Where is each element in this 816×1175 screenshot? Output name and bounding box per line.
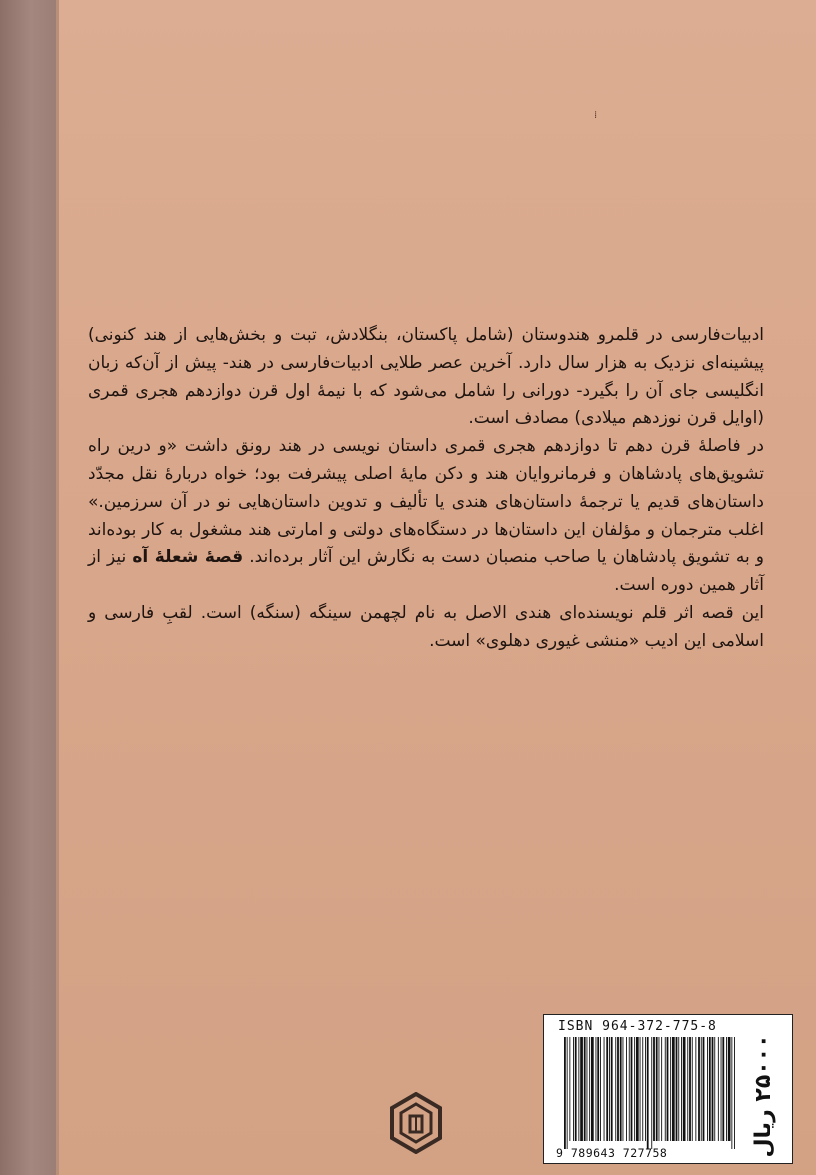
barcode-bar xyxy=(698,1037,700,1141)
barcode-bar xyxy=(701,1037,702,1141)
barcode-bar xyxy=(620,1037,622,1141)
barcode-bar xyxy=(678,1037,679,1141)
barcode-bar xyxy=(651,1037,652,1149)
barcode-bar xyxy=(626,1037,627,1141)
book-title-mention: قصهٔ شعلهٔ آه xyxy=(132,547,244,568)
spine-edge xyxy=(56,0,59,1175)
barcode-bar xyxy=(665,1037,666,1141)
ean-digits: 9 789643 727758 xyxy=(556,1146,668,1160)
blurb-paragraph-2-body: در فاصلهٔ قرن دهم تا دوازدهم هجری قمری داستان نویسی در هند رونق داشت «و درین راه تشویق‌های پادشاهان و فرمانروایان هند و دکن مایهٔ اصلی پیشرفت بود؛ خواه دربارهٔ نقل مجدّد داستان‌های قدیم یا ترجمهٔ داستان‌های هندی یا تألیف و تدوین داستان‌هایی نو در آن سرزمین.» اغلب مترجمان و مؤلفان این داستان‌ها در دستگاه‌های دولتی و امارتی هند مشغول به کار بوده‌اند و به تشویق پادشاهان یا صاحب منصبان دست به نگارش این آثار برده‌اند. xyxy=(88,436,764,568)
barcode-bar xyxy=(611,1037,613,1141)
barcode-bar xyxy=(575,1037,577,1141)
barcode-bar xyxy=(656,1037,658,1141)
barcode-bar xyxy=(672,1037,675,1141)
barcode-bar xyxy=(589,1037,590,1141)
barcode-bar xyxy=(689,1037,691,1141)
blurb-paragraph-3: این قصه اثر قلم نویسنده‌ای هندی الاصل به نام لچهمن سینگه (سنگه) است. لقبِ فارسی و اسلامی این ادیب «منشی غیوری دهلوی» است. xyxy=(88,602,764,651)
spine-strip xyxy=(0,0,56,1175)
barcode-bar xyxy=(712,1037,714,1141)
barcode-bar xyxy=(659,1037,660,1141)
barcode-bar xyxy=(634,1037,635,1141)
barcode-bar xyxy=(728,1037,731,1141)
barcode-bar xyxy=(721,1037,722,1141)
barcode-bar xyxy=(707,1037,708,1141)
barcode-bar xyxy=(587,1037,588,1141)
barcode-bar xyxy=(580,1037,583,1141)
barcode-bar xyxy=(661,1037,662,1141)
barcode-bar xyxy=(647,1037,649,1149)
blurb-text xyxy=(88,322,764,656)
barcode-bar xyxy=(596,1037,597,1141)
barcode-bar xyxy=(667,1037,669,1141)
blurb-paragraph-1: ادبیات‌فارسی در قلمرو هندوستان (شامل پاکستان، بنگلادش، تبت و بخش‌هایی از هند کنونی) پیشینه‌ای نزدیک به هزار سال دارد. آخرین عصر طلایی ادبیات‌فارسی در هند- پیش از آن‌که زبان انگلیسی جای آن را بگیرد- دورانی را شامل می‌شود که با نیمهٔ اول قرن دوازدهم هجری قمری (اوایل قرن نوزدهم میلادی) مصادف است. xyxy=(88,325,764,429)
barcode-bar xyxy=(564,1037,566,1149)
barcode-bar xyxy=(653,1037,655,1141)
barcode-bar xyxy=(636,1037,639,1141)
barcode-bar xyxy=(591,1037,594,1141)
barcode-bar xyxy=(687,1037,688,1141)
price-panel xyxy=(740,1033,788,1159)
barcode-bar xyxy=(623,1037,624,1141)
barcode-bar xyxy=(722,1037,724,1141)
barcode-bar xyxy=(569,1037,570,1141)
publisher-logo-icon xyxy=(388,1092,444,1154)
barcode-bar xyxy=(617,1037,619,1141)
blurb-paragraph-2-end: نیز از آثار همین دوره است. xyxy=(88,547,764,596)
barcode-bar xyxy=(681,1037,682,1141)
barcode-bar xyxy=(604,1037,605,1141)
barcode-bar xyxy=(629,1037,630,1141)
barcode-bar xyxy=(573,1037,574,1141)
barcode-bar xyxy=(642,1037,643,1141)
barcode-bar xyxy=(683,1037,686,1141)
barcode-bar xyxy=(645,1037,646,1141)
barcode-bar xyxy=(703,1037,705,1141)
barcode-bar xyxy=(670,1037,671,1141)
barcode-bar xyxy=(615,1037,616,1141)
price-label: ۲۵۰۰۰ ریال xyxy=(751,1034,776,1158)
barcode-bar xyxy=(726,1037,727,1141)
barcode-bar xyxy=(609,1037,610,1141)
barcode-bar xyxy=(734,1037,735,1149)
barcode-bar xyxy=(731,1037,732,1149)
barcode-bar xyxy=(718,1037,719,1141)
barcode-bar xyxy=(640,1037,641,1141)
barcode-bars xyxy=(562,1037,738,1149)
barcode-bar xyxy=(606,1037,608,1141)
barcode-bar xyxy=(578,1037,579,1141)
barcode-bar xyxy=(600,1037,601,1141)
isbn-label: ISBN 964-372-775-8 xyxy=(558,1019,717,1034)
barcode-bar xyxy=(695,1037,696,1141)
speck-mark: ⁞ xyxy=(594,110,598,121)
barcode-bar xyxy=(709,1037,711,1141)
barcode-bar xyxy=(584,1037,586,1141)
barcode-bar xyxy=(567,1037,568,1149)
blurb-paragraph-2 xyxy=(88,433,764,600)
barcode-bar xyxy=(676,1037,678,1141)
barcode-bar xyxy=(692,1037,693,1141)
barcode-bar xyxy=(714,1037,715,1141)
barcode-bar xyxy=(631,1037,633,1141)
barcode-bar xyxy=(597,1037,599,1141)
barcode-panel xyxy=(543,1014,793,1164)
